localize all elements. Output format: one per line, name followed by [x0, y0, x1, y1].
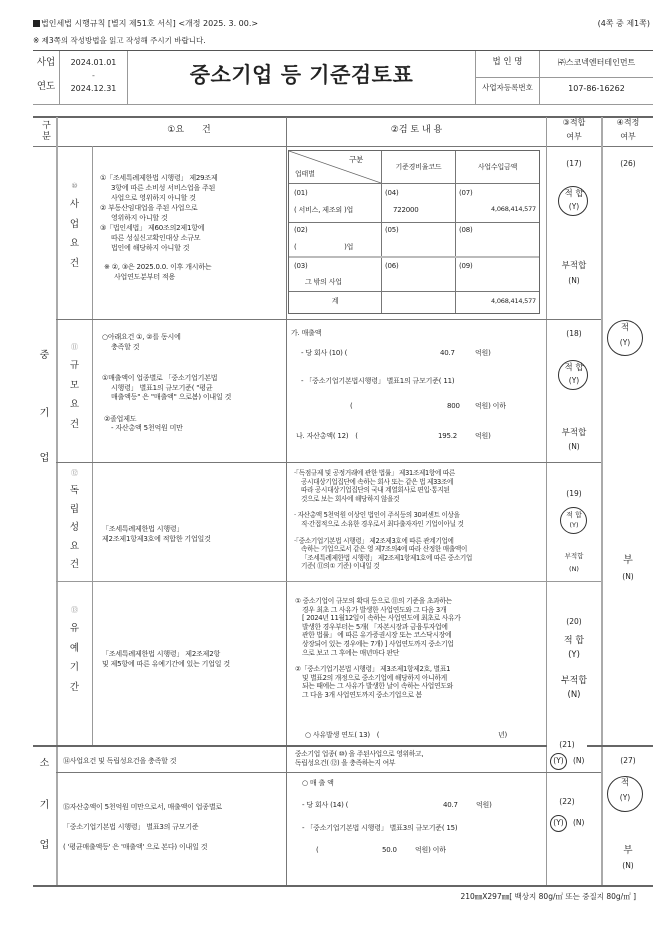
page-indicator: (4쪽 중 제1쪽)	[597, 19, 650, 28]
label-char: 기	[69, 662, 80, 673]
table-header-type: 업태별	[295, 170, 315, 178]
req-line: 따른 성실신고확인대상 소규모	[111, 234, 201, 242]
fit-no-17: (17)	[566, 159, 582, 168]
req-line: 법인에 해당하지 아니할 것	[111, 244, 190, 252]
fit-no-code: (N)	[569, 565, 579, 573]
review-line: 속하는 기업으로서 같은 영 제7조의4에 따라 산정한 매출액이	[301, 545, 468, 554]
small-biz-req-b	[63, 797, 222, 857]
req-line: 「조세특례제한법 시행령」	[102, 525, 184, 533]
review-line: 기준( ⑪의① 기준) 이내일 것	[301, 562, 380, 571]
scale-num: ⑪	[71, 343, 78, 351]
total-label: 계	[331, 297, 339, 305]
req-line: ①매출액이 업종별로 「중소기업기본법	[102, 374, 218, 382]
row-no: (02)	[294, 226, 308, 234]
category-small-char-2: 기	[39, 800, 50, 811]
grace-num: ⑬	[71, 606, 78, 614]
notice: ※ 제3쪽의 작성방법을 읽고 작성해 주시기 바랍니다.	[33, 36, 206, 45]
review-line: ① 중소기업이 규모의 확대 등으로 ⑪의 기준을 초과하는	[295, 597, 452, 605]
label-char: 모	[69, 379, 80, 391]
label-char: 성	[69, 522, 80, 533]
col-divider	[601, 117, 603, 887]
review-line: 따라 공시대상기업집단의 국내 계열회사로 편입·통지된	[301, 486, 450, 495]
total-amount: 4,068,414,577	[491, 297, 536, 305]
fit-no[interactable]: (N)	[573, 818, 585, 827]
paper-spec-footer: 210㎜X297㎜[ 백상지 80g/㎡ 또는 중질지 80g/㎡ ]	[460, 892, 636, 901]
table-header-code: 기준경비율코드	[395, 163, 442, 171]
review-line: 직·간접적으로 소유한 경우로서 최다출자자인 기업이아닐 것	[301, 519, 464, 528]
divider	[289, 183, 539, 184]
proper-yes[interactable]: 적	[620, 323, 630, 333]
form-reference	[33, 19, 258, 28]
business-label	[57, 183, 92, 268]
year-label: ○ 사유발생 연도( 13) (	[305, 731, 380, 739]
category-sme-char-2: 기	[39, 408, 50, 419]
period-label-2: 연도	[36, 81, 56, 92]
col-header-fit-2: 여부	[566, 132, 582, 141]
proper-no-code: (N)	[622, 861, 634, 870]
table-header-bottom	[33, 146, 653, 147]
category-small-char-3: 업	[39, 840, 50, 851]
independence-review	[294, 469, 472, 571]
row-no: (01)	[294, 189, 308, 197]
review-line: 공시대상기업집단에 속하는 회사 또는 같은 법 제33조에	[301, 477, 454, 486]
grace-review	[295, 597, 461, 700]
fit-no[interactable]: (N)	[573, 756, 585, 765]
divider	[455, 151, 456, 313]
req-line: 3항에 따른 소비성 서비스업을 주된	[111, 184, 216, 192]
req-line: 및 제5항에 따른 유예기간에 있는 기업일 것	[102, 659, 230, 668]
fit-yes[interactable]: (Y)	[553, 756, 564, 765]
fit-yes-code: (Y)	[568, 202, 580, 211]
standard-value: 50.0	[382, 846, 397, 854]
req-line: ○아래요건 ①, ②를 동시에	[102, 333, 181, 341]
fit-yes[interactable]: 적 합	[564, 189, 584, 199]
req-line: - 자산총액 5천억원 미만	[111, 424, 183, 432]
fit-yes-code: (Y)	[568, 650, 580, 660]
business-num: ⑩	[71, 182, 78, 190]
sales-title: ○ 매 출 액	[302, 779, 334, 787]
standard-unit: 억원) 이하	[475, 402, 506, 410]
label-char: 건	[69, 559, 80, 570]
review-line: 으로 보고 그 후에는 매년마다 판단	[302, 648, 400, 657]
note-line: 사업연도분부터 적용	[114, 273, 176, 281]
col-header-proper-2: 여부	[620, 132, 636, 141]
small-biz-req-a: ⑭사업요건 및 독립성요건을 충족할 것	[63, 757, 177, 765]
label-char: 요	[69, 238, 80, 249]
req-line: ②졸업제도	[104, 414, 137, 423]
col-header-requirement: ①요 건	[167, 125, 211, 135]
row-amount-no: (07)	[459, 189, 473, 197]
review-line: ②「중소기업기본법 시행령」 제3조제1항제2호, 별표1	[295, 665, 451, 674]
fit-no[interactable]: 부적합	[564, 552, 584, 560]
label-char: 독	[69, 485, 80, 496]
fit-yes[interactable]: 적 합	[564, 363, 584, 373]
req-line: 사업으로 영위하지 아니할 것	[111, 194, 196, 202]
review-line: [ 2024년 11월12일이 속하는 사업연도에 최초로 사유가	[302, 614, 461, 623]
label-char: 건	[69, 418, 80, 430]
category-sme-char-1: 중	[39, 350, 50, 361]
fit-no-22: (22)	[559, 797, 575, 806]
label-char: 간	[69, 681, 80, 693]
table-header-amount: 사업수입금액	[477, 163, 518, 171]
asset-value: 195.2	[438, 432, 458, 440]
page-title: 중소기업 등 기준검토표	[189, 63, 414, 87]
company-sales-label: - 당 회사 (14) (	[302, 801, 349, 809]
proper-no-code: (N)	[622, 572, 634, 581]
review-line: 그 다음 3개 사업연도까지 중소기업으로 봄	[302, 690, 422, 699]
standard-label: - 「중소기업기본법시행령」 별표1의 규모기준( 11)	[301, 377, 455, 385]
proper-yes-code: (Y)	[619, 338, 631, 347]
row-type: ( )업	[294, 243, 354, 251]
col-header-review: ②검 토 내 용	[390, 125, 443, 135]
grace-label	[57, 607, 92, 692]
business-type-table	[288, 150, 540, 314]
review-line: · 자산총액 5천억원 이상인 법인이 주식등의 30퍼센트 이상을	[294, 511, 460, 520]
req-line: ①「조세특례제한법 시행령」 제29조제	[100, 174, 218, 182]
col-header-fit-1: ③적합	[562, 118, 586, 127]
fit-no-code: (N)	[568, 276, 580, 285]
fit-yes[interactable]: 적 합	[563, 636, 585, 646]
label-char: 업	[69, 218, 80, 230]
row-divider	[56, 462, 601, 463]
review-line: 및 별표2의 개정으로 중소기업에 해당하지 아니하게	[302, 673, 447, 682]
row-code: 722000	[393, 206, 419, 214]
fit-no[interactable]: 부적합	[561, 428, 587, 438]
divider	[381, 151, 382, 313]
fit-no[interactable]: 부적합	[561, 261, 587, 271]
review-line: 발생한 경우부터는 5개( 「자본시장과 금융투자업에	[302, 622, 448, 631]
note-line: ※ ②, ③은 2025.0.0. 이후 개시하는	[104, 263, 212, 271]
corp-name-label: 법 인 명	[492, 57, 523, 67]
col-header-category	[33, 120, 56, 142]
row-amount: 4,068,414,577	[491, 205, 536, 213]
label-char: 요	[69, 399, 80, 410]
proper-yes[interactable]: 적	[620, 778, 630, 788]
req-line: ② 부동산임대업을 주된 사업으로	[100, 204, 198, 212]
fit-yes-code: (Y)	[568, 376, 580, 385]
standard-value: 800	[447, 402, 460, 410]
independence-label	[57, 470, 92, 570]
fit-no-21: (21)	[547, 741, 587, 750]
asset-unit: 억원)	[475, 432, 491, 440]
row-code-no: (05)	[385, 226, 399, 234]
period-label-1: 사업	[36, 57, 56, 68]
independence-num: ⑫	[71, 469, 78, 477]
table-header-division: 구분	[349, 155, 364, 164]
paren: (	[316, 846, 319, 854]
proper-no-26: (26)	[620, 159, 636, 168]
fit-no-19: (19)	[566, 489, 582, 498]
small-biz-review-a	[295, 750, 423, 767]
biz-no: 107-86-16262	[568, 84, 625, 93]
review-line: 관한 법률」 에 따른 유가증권시장 또는 코스닥시장에	[302, 631, 452, 640]
unit: 억원)	[475, 349, 491, 357]
fit-yes[interactable]: (Y)	[553, 818, 564, 827]
table-bottom-border	[33, 885, 653, 887]
divider	[289, 222, 539, 223]
label-char: 예	[69, 642, 80, 654]
company-sales-value: 40.7	[440, 349, 455, 357]
proper-no[interactable]: 부	[623, 845, 633, 856]
paren: (	[350, 402, 353, 410]
fit-no-18: (18)	[566, 329, 582, 338]
req-line: 「조세특례제한법 시행령」 제2조제2항	[102, 650, 221, 658]
review-line: 상장되어 있는 경우에는 7개) ] 사업연도까지 중소기업	[302, 639, 454, 648]
req-line: 시행령」 별표1의 규모기준( "평균	[111, 383, 213, 392]
unit: 억원)	[476, 801, 492, 809]
review-line: 독립성요건( ⑫) 을 충족하는지 여부	[295, 758, 396, 767]
col-divider	[92, 146, 93, 745]
fit-no-code: (N)	[568, 442, 580, 451]
header-top-border	[33, 50, 653, 51]
label-char: 요	[69, 540, 80, 552]
col-header-proper-1: ④적정	[616, 118, 640, 127]
row-divider	[56, 319, 601, 320]
row-amount-no: (09)	[459, 262, 473, 270]
row-no: (03)	[294, 262, 308, 270]
row-code-no: (04)	[385, 189, 399, 197]
label-char: 유	[69, 623, 80, 634]
label-char: 사	[69, 199, 80, 210]
label-char: 건	[69, 257, 80, 269]
req-line: 제2조제1항제3호에 적합한 기업일것	[102, 534, 211, 543]
period-start: 2024.01.01	[70, 58, 117, 67]
req-line: 충족할 것	[111, 342, 140, 351]
fit-no-code: (N)	[567, 690, 581, 700]
label-char: 규	[69, 360, 80, 371]
req-line: ③「법인세법」 제60조의2제1항에	[100, 224, 205, 232]
req-line: ⑮자산총액이 5천억원 미만으로서, 매출액이 업종별로	[63, 803, 222, 811]
label-char: 립	[69, 503, 80, 515]
company-sales-label: - 당 회사 (10) (	[301, 349, 348, 357]
row-divider	[56, 772, 601, 773]
year-unit: 년)	[498, 731, 508, 739]
proper-yes-code: (Y)	[619, 793, 631, 802]
row-code-no: (06)	[385, 262, 399, 270]
fit-no[interactable]: 부적합	[560, 676, 588, 686]
scale-label	[57, 344, 92, 429]
proper-no[interactable]: 부	[623, 555, 633, 566]
period-separator: -	[92, 71, 95, 80]
proper-no-27: (27)	[620, 756, 636, 765]
review-line: 경우 최초 그 사유가 발생한 사업연도와 그 다음 3개	[302, 605, 447, 614]
req-line: 「중소기업기본법 시행령」 별표3의 규모기준	[63, 823, 199, 831]
grace-requirement	[102, 650, 230, 669]
diagonal-line	[289, 151, 381, 183]
review-line: ·「독점규제 및 공정거래에 관한 법률」 제31조제1항에 따른	[294, 469, 456, 477]
row-type: ( 서비스, 제조외 )업	[294, 206, 354, 214]
standard-label: - 「중소기업기본법 시행령」 별표3의 규모기준( 15)	[302, 824, 458, 832]
divider	[475, 77, 653, 78]
divider	[289, 291, 539, 292]
review-line: ·「중소기업기본법 시행령」 제2조제3호에 따른 관계기업에	[294, 536, 454, 545]
category-small-char-1: 소	[39, 758, 50, 769]
period-end: 2024.12.31	[70, 84, 117, 93]
row-type: 그 밖의 사업	[305, 278, 342, 286]
review-line: 중소기업 업종( ⑩) 을 주된사업으로 영위하고,	[295, 750, 424, 758]
standard-unit: 억원) 이하	[415, 846, 446, 854]
fit-no-20: (20)	[566, 617, 582, 626]
independence-requirement	[102, 525, 211, 544]
review-line: 것으로 보는 회사에 해당하지 않을것	[301, 494, 400, 503]
row-divider	[56, 581, 601, 582]
req-line: 영위하지 아니할 것	[111, 214, 168, 222]
category-sme-char-3: 업	[39, 453, 50, 464]
corp-name: ㈜스코넥엔터테인먼트	[557, 58, 636, 67]
col-header-category-text: 구분	[40, 120, 50, 142]
company-sales-value: 40.7	[443, 801, 458, 809]
scale-requirement	[102, 333, 231, 434]
row-amount-no: (08)	[459, 226, 473, 234]
review-line: 「조세특례제한법 시행령」 제2조제1항제1호에 따른 중소기업	[301, 553, 473, 562]
business-requirement	[100, 173, 218, 282]
divider	[289, 256, 539, 258]
asset-label: 나. 자산총액( 12) (	[296, 432, 358, 440]
sales-title: 가. 매출액	[291, 329, 322, 337]
header-bottom-border	[33, 104, 653, 105]
fit-yes-code: (Y)	[569, 521, 579, 529]
biz-no-label: 사업자등록번호	[482, 83, 533, 92]
review-line: 되는 때에는 그 사유가 발생한 날이 속하는 사업연도와	[302, 682, 453, 691]
fit-yes[interactable]: 적 합	[566, 511, 582, 519]
form-reference-text: 법인세법 시행규칙 [별지 제51호 서식] <개정 2025. 3. 00.>	[41, 19, 259, 28]
square-bullet-icon	[33, 20, 40, 27]
req-line: 매출액등" 은 "매출액" 으로봄) 이내일 것	[111, 393, 232, 401]
req-line: ( '평균매출액등' 은 '매출액' 으로 본다) 이내일 것	[63, 843, 208, 851]
